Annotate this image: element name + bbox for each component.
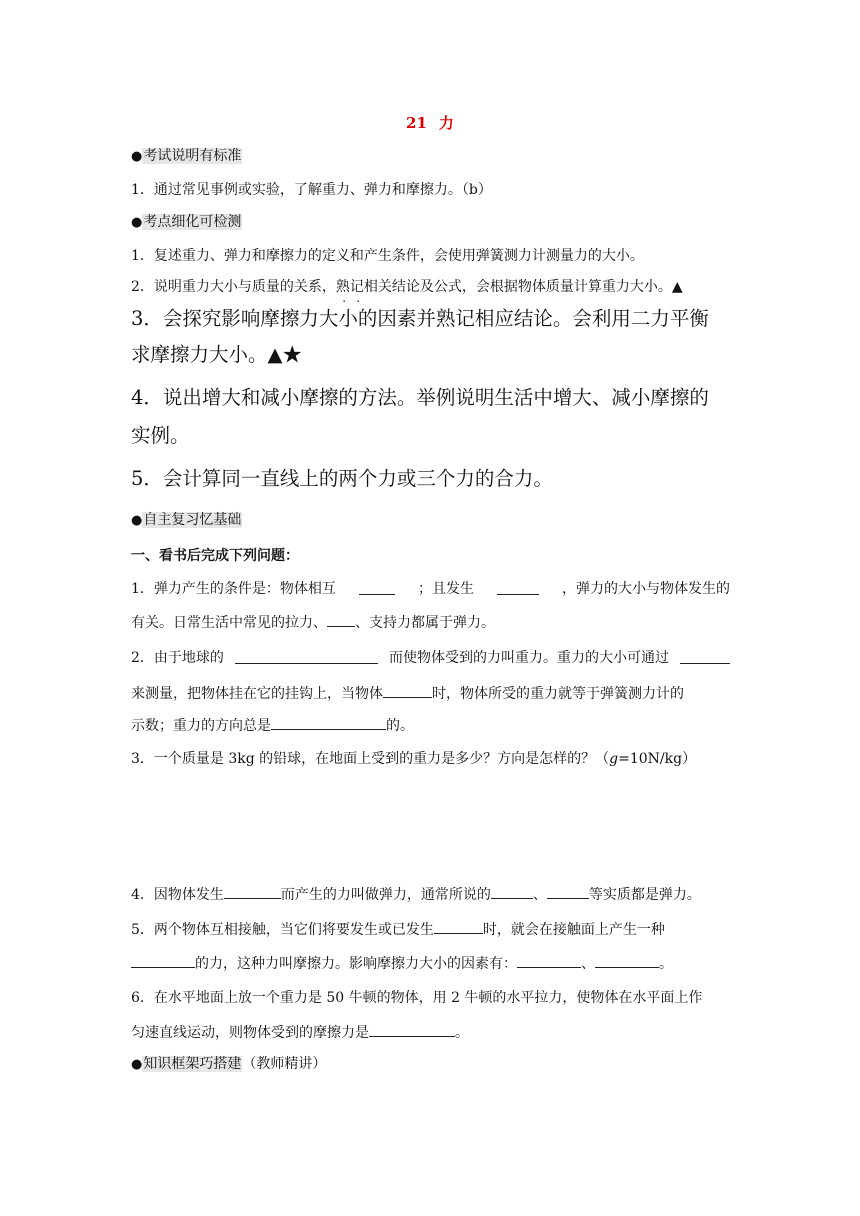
chapter-number: 21 — [406, 114, 427, 132]
test-point-item-5: 5．会计算同一直线上的两个力或三个力的合力。 — [131, 467, 553, 490]
question-6-line-1: 6．在水平地面上放一个重力是 50 牛顿的物体，用 2 牛顿的水平拉力，使物体在水平面上作 — [131, 990, 703, 1006]
section-label: 自主复习忆基础 — [143, 512, 242, 528]
question-6-line-2: 匀速直线运动，则物体受到的摩擦力是 。 — [131, 1021, 469, 1043]
answer-blank[interactable] — [131, 952, 195, 968]
question-2-line-1: 2．由于地球的 而使物体受到的力叫重力。重力的大小可通过 — [131, 648, 730, 668]
emphasis-char: 熟 — [335, 279, 350, 295]
answer-blank[interactable] — [497, 579, 539, 595]
test-point-item-2: 2．说明重力大小与质量的关系，熟记相关结论及公式，会根据物体质量计算重力大小。▲ — [131, 279, 683, 295]
question-1-line-1: 1．弹力产生的条件是：物体相互 ；且发生 ，弹力的大小与物体发生的 — [131, 581, 730, 597]
question-2-line-2: 来测量，把物体挂在它的挂钩上，当物体 时，物体所受的重力就等于弹簧测力计的 — [131, 682, 684, 704]
page-title — [0, 112, 860, 133]
section-label: 考试说明有标准 — [143, 148, 242, 164]
section-label: 知识框架巧搭建 — [143, 1056, 242, 1072]
section-heading-test-points — [131, 212, 242, 233]
answer-blank[interactable] — [680, 648, 730, 664]
question-3: 3．一个质量是 3kg 的铅球，在地面上受到的重力是多少？方向是怎样的？（g=10N/kg） — [131, 751, 697, 767]
answer-blank[interactable] — [491, 883, 533, 899]
test-point-item-3-line-2: 求摩擦力大小。▲★ — [131, 343, 302, 366]
question-5-line-1: 5．两个物体互相接触，当它们将要发生或已发生 时，就会在接触面上产生一种 — [131, 918, 665, 940]
chapter-title: 力 — [438, 114, 454, 132]
answer-blank[interactable] — [517, 952, 581, 968]
test-point-item-3-line-1: 3．会探究影响摩擦力大小的因素并熟记相应结论。会利用二力平衡 — [131, 307, 709, 330]
bullet: ● — [131, 149, 143, 164]
section-heading-knowledge-framework — [131, 1054, 326, 1075]
test-point-item-4-line-2: 实例。 — [131, 424, 190, 447]
answer-blank[interactable] — [271, 714, 386, 730]
answer-blank[interactable] — [547, 883, 589, 899]
answer-blank[interactable] — [595, 952, 659, 968]
exam-standard-item-1: 1．通过常见事例或实验，了解重力、弹力和摩擦力。（b） — [131, 182, 492, 198]
bullet: ● — [131, 513, 143, 528]
section-heading-self-review — [131, 510, 242, 531]
bullet: ● — [131, 1057, 143, 1072]
emphasis-char: 记 — [349, 279, 364, 295]
part-heading: 一、看书后完成下列问题： — [131, 548, 299, 564]
answer-blank[interactable] — [224, 883, 281, 899]
answer-blank[interactable] — [369, 1021, 455, 1037]
section-label: 考点细化可检测 — [143, 214, 242, 230]
bullet: ● — [131, 215, 143, 230]
answer-blank[interactable] — [359, 579, 395, 595]
answer-blank[interactable] — [383, 682, 432, 698]
test-point-item-1: 1．复述重力、弹力和摩擦力的定义和产生条件，会使用弹簧测力计测量力的大小。 — [131, 248, 644, 264]
question-2-line-3: 示数；重力的方向总是 的。 — [131, 714, 414, 736]
test-point-item-4-line-1: 4．说出增大和减小摩擦的方法。举例说明生活中增大、减小摩擦的 — [131, 386, 709, 409]
question-4: 4．因物体发生 而产生的力叫做弹力，通常所说的 、 等实质都是弹力。 — [131, 883, 701, 905]
question-5-line-2: 的力，这种力叫摩擦力。影响摩擦力大小的因素有： 、 。 — [131, 952, 673, 974]
answer-blank[interactable] — [235, 648, 378, 664]
answer-blank[interactable] — [434, 918, 483, 934]
section-note: （教师精讲） — [242, 1056, 327, 1072]
answer-blank[interactable] — [327, 611, 355, 627]
question-1-line-2: 有关。日常生活中常见的拉力、 、支持力都属于弹力。 — [131, 611, 495, 633]
section-heading-exam-standard — [131, 146, 242, 167]
